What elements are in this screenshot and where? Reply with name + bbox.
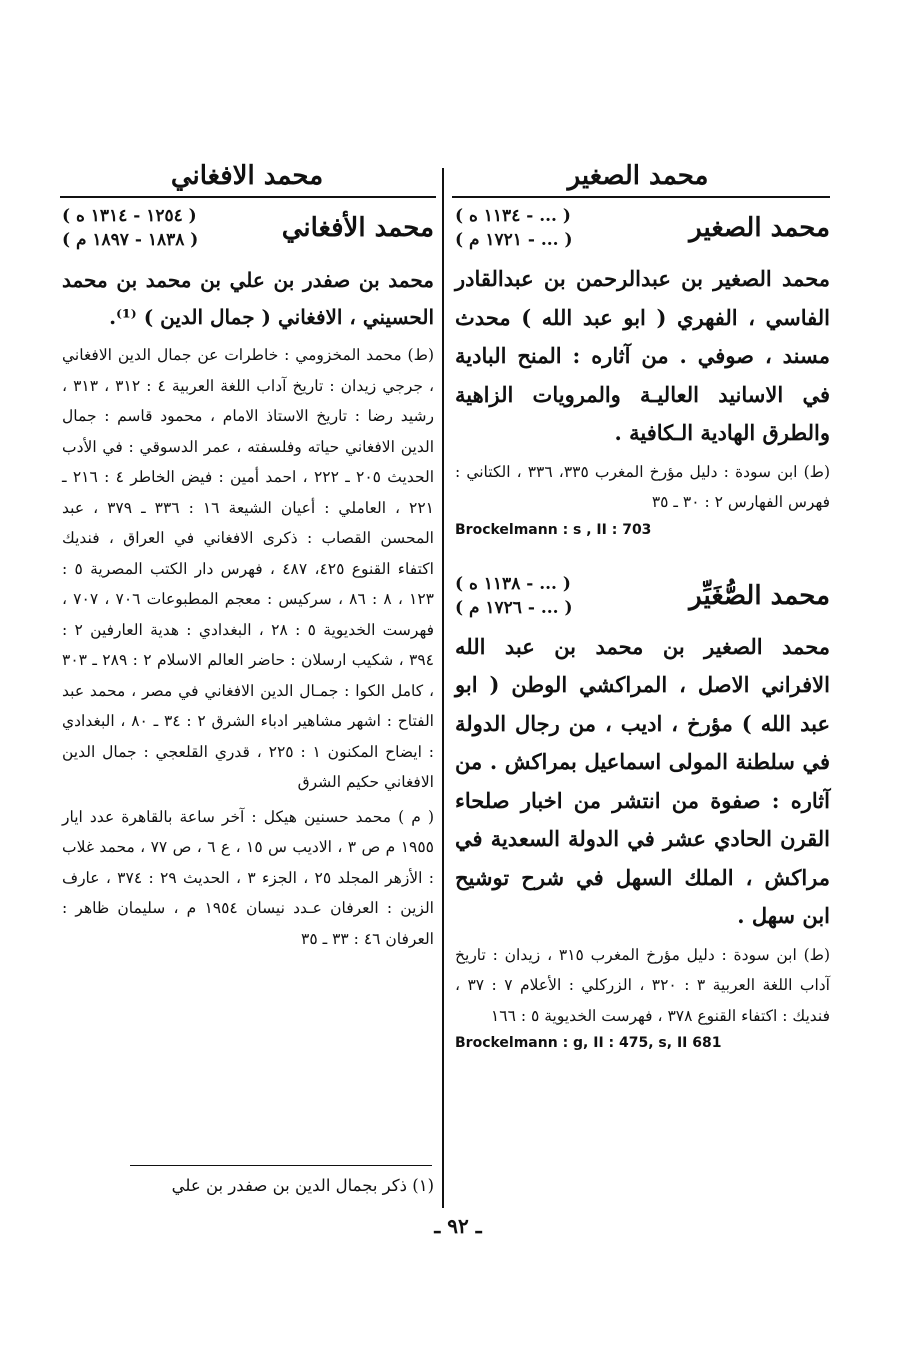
entry-dates (455, 204, 573, 252)
date-gregorian: ( ... - ١٧٢١ م ) (455, 230, 573, 250)
entry-name: محمد الصغير (689, 213, 830, 243)
entry-biography: محمد الصغير بن عبدالرحمن بن عبدالقادر الفاسي ، الفهري ( ابو عبد الله ) محدث مسند ، صوفي . من آثاره : المنح البادية في الاسانيد العاليـة والمرويات الزاهية والطرق الهادية الـكافية . (455, 266, 830, 445)
entry-biography: محمد الصغير بن محمد بن عبد الله الافراني الاصل ، المراكشي الوطن ( ابو عبد الله ) مؤرخ ، اديب ، من رجال الدولة في سلطنة المولى اسماعيل بمراكش . من آثاره : صفوة من انتشر من اخبار صلحاء القرن الحادي عشر في الدولة السعدية في مراكش ، الملك السهل في شرح توشيح ابن سهل . (455, 633, 830, 928)
latin-reference: Brockelmann : g, II : 475, s, II 681 (455, 1035, 722, 1051)
column-divider (442, 168, 444, 1208)
entry-heading (455, 572, 830, 620)
entry-spacer (455, 542, 830, 572)
running-header-left: محمد الافغاني (170, 161, 324, 191)
entry-dates (455, 572, 573, 620)
entry-references: (ط) ابن سودة : دليل مؤرخ المغرب ٣٣٥، ٣٣٦ ، الكتاني : فهرس الفهارس ٢ : ٣٠ ـ ٣٥ (455, 462, 831, 511)
entry-heading (62, 204, 434, 252)
footnote-rule (130, 1165, 432, 1166)
date-gregorian: ( ... - ١٧٢٦ م ) (455, 597, 573, 618)
date-hijri: ( ١٢٥٤ - ١٣١٤ ه ) (62, 206, 197, 226)
entry-references: (ط) محمد المخزومي : خاطرات عن جمال الدين الافغاني ، جرجي زيدان : تاريخ آداب اللغة العربية ٤ : ٣١٢ ، ٣١٣ ، رشيد رضا : تاريخ الاستاذ الامام ، محمود قاسم : جمال الدين الافغاني حياته وفلسفته ، عمر الدسوقي : في الأدب الحديث ٢٠٥ ـ ٢٢٢ ، احمد أمين : فيض الخاطر ٤ : ٢١٦ ـ ٢٢١ ، العاملي : أعيان الشيعة ١٦ : ٣٣٦ ـ ٣٧٩ ، عبد المحسن القصاب : ذكرى الافغاني في العراق ، فنديك اكتفاء القنوع ٤٢٥، ٤٨٧ ، فهرس دار الكتب المصرية ٥ : ١٢٣ ، ٨ : ٨٦ ، سركيس : معجم المطبوعات ٧٠٦ ، ٧٠٧ ، فهرست الخديوية ٥ : ٢٨ ، البغدادي : هدية العارفين ٢ : ٣٩٤ ، شكيب ارسلان : حاضر العالم الاسلام ٢ : ٢٨٩ ـ ٣٠٣ ، كامل الكوا : جمـال الدين الافغاني في مصر ، محمد عبد الفتاح : اشهر مشاهير ادباء الشرق ٢ : ٣٤ ـ ٨٠ ، البغدادي : ايضاح المكنون ١ : ٢٢٥ ، قدري القلعجي : جمال الدين الافغاني حكيم الشرق (62, 346, 435, 791)
entry-references-modern: ( م ) محمد حسنين هيكل : آخر ساعة بالقاهرة عدد ايار ١٩٥٥ م ص ٣ ، الاديب س ١٥ ، ع ٦ ، ص ٧٧ ، محمد غلاب : الأزهر المجلد ٢٥ ، الجزء ٣ ، الحديث ٢٩ : ٣٧٤ ، عارف الزين : العرفان عـدد نيسان ١٩٥٤ م ، سليمان ظاهر : العرفان ٤٦ : ٣٣ ـ ٣٥ (62, 807, 434, 948)
date-gregorian: ( ١٨٣٨ - ١٨٩٧ م ) (62, 230, 199, 250)
header-rule-left (60, 196, 436, 198)
left-column (62, 204, 434, 954)
entry-biography: محمد بن صفدر بن علي بن محمد بن محمد الحسيني ، الافغاني ( جمال الدين ) ⁽¹⁾. (62, 268, 434, 329)
entry-heading (455, 204, 830, 252)
entry-name: محمد الصُّغَيِّر (689, 580, 830, 611)
entry-name: محمد الأفغاني (281, 213, 434, 243)
footnote: (١) ذكر بجمال الدين بن صفدر بن علي (171, 1176, 434, 1195)
date-hijri: ( ... - ١١٣٨ ه ) (455, 573, 571, 594)
entry-dates (62, 204, 198, 252)
running-header-right: محمد الصغير (567, 161, 709, 191)
header-rule-right (452, 196, 830, 198)
latin-reference: Brockelmann : s , II : 703 (455, 521, 652, 538)
page-number: ـ ٩٢ ـ (434, 1214, 482, 1238)
entry-references: (ط) ابن سودة : دليل مؤرخ المغرب ٣١٥ ، زيدان : تاريخ آداب اللغة العربية ٣ : ٣٢٠ ، الزركلي : الأعلام ٧ : ٣٧ ، فنديك : اكتفاء القنوع ٣٧٨ ، فهرست الخديوية ٥ : ١٦٦ (455, 945, 830, 1025)
date-hijri: ( ... - ١١٣٤ ه ) (455, 206, 571, 226)
right-column (455, 204, 830, 1055)
